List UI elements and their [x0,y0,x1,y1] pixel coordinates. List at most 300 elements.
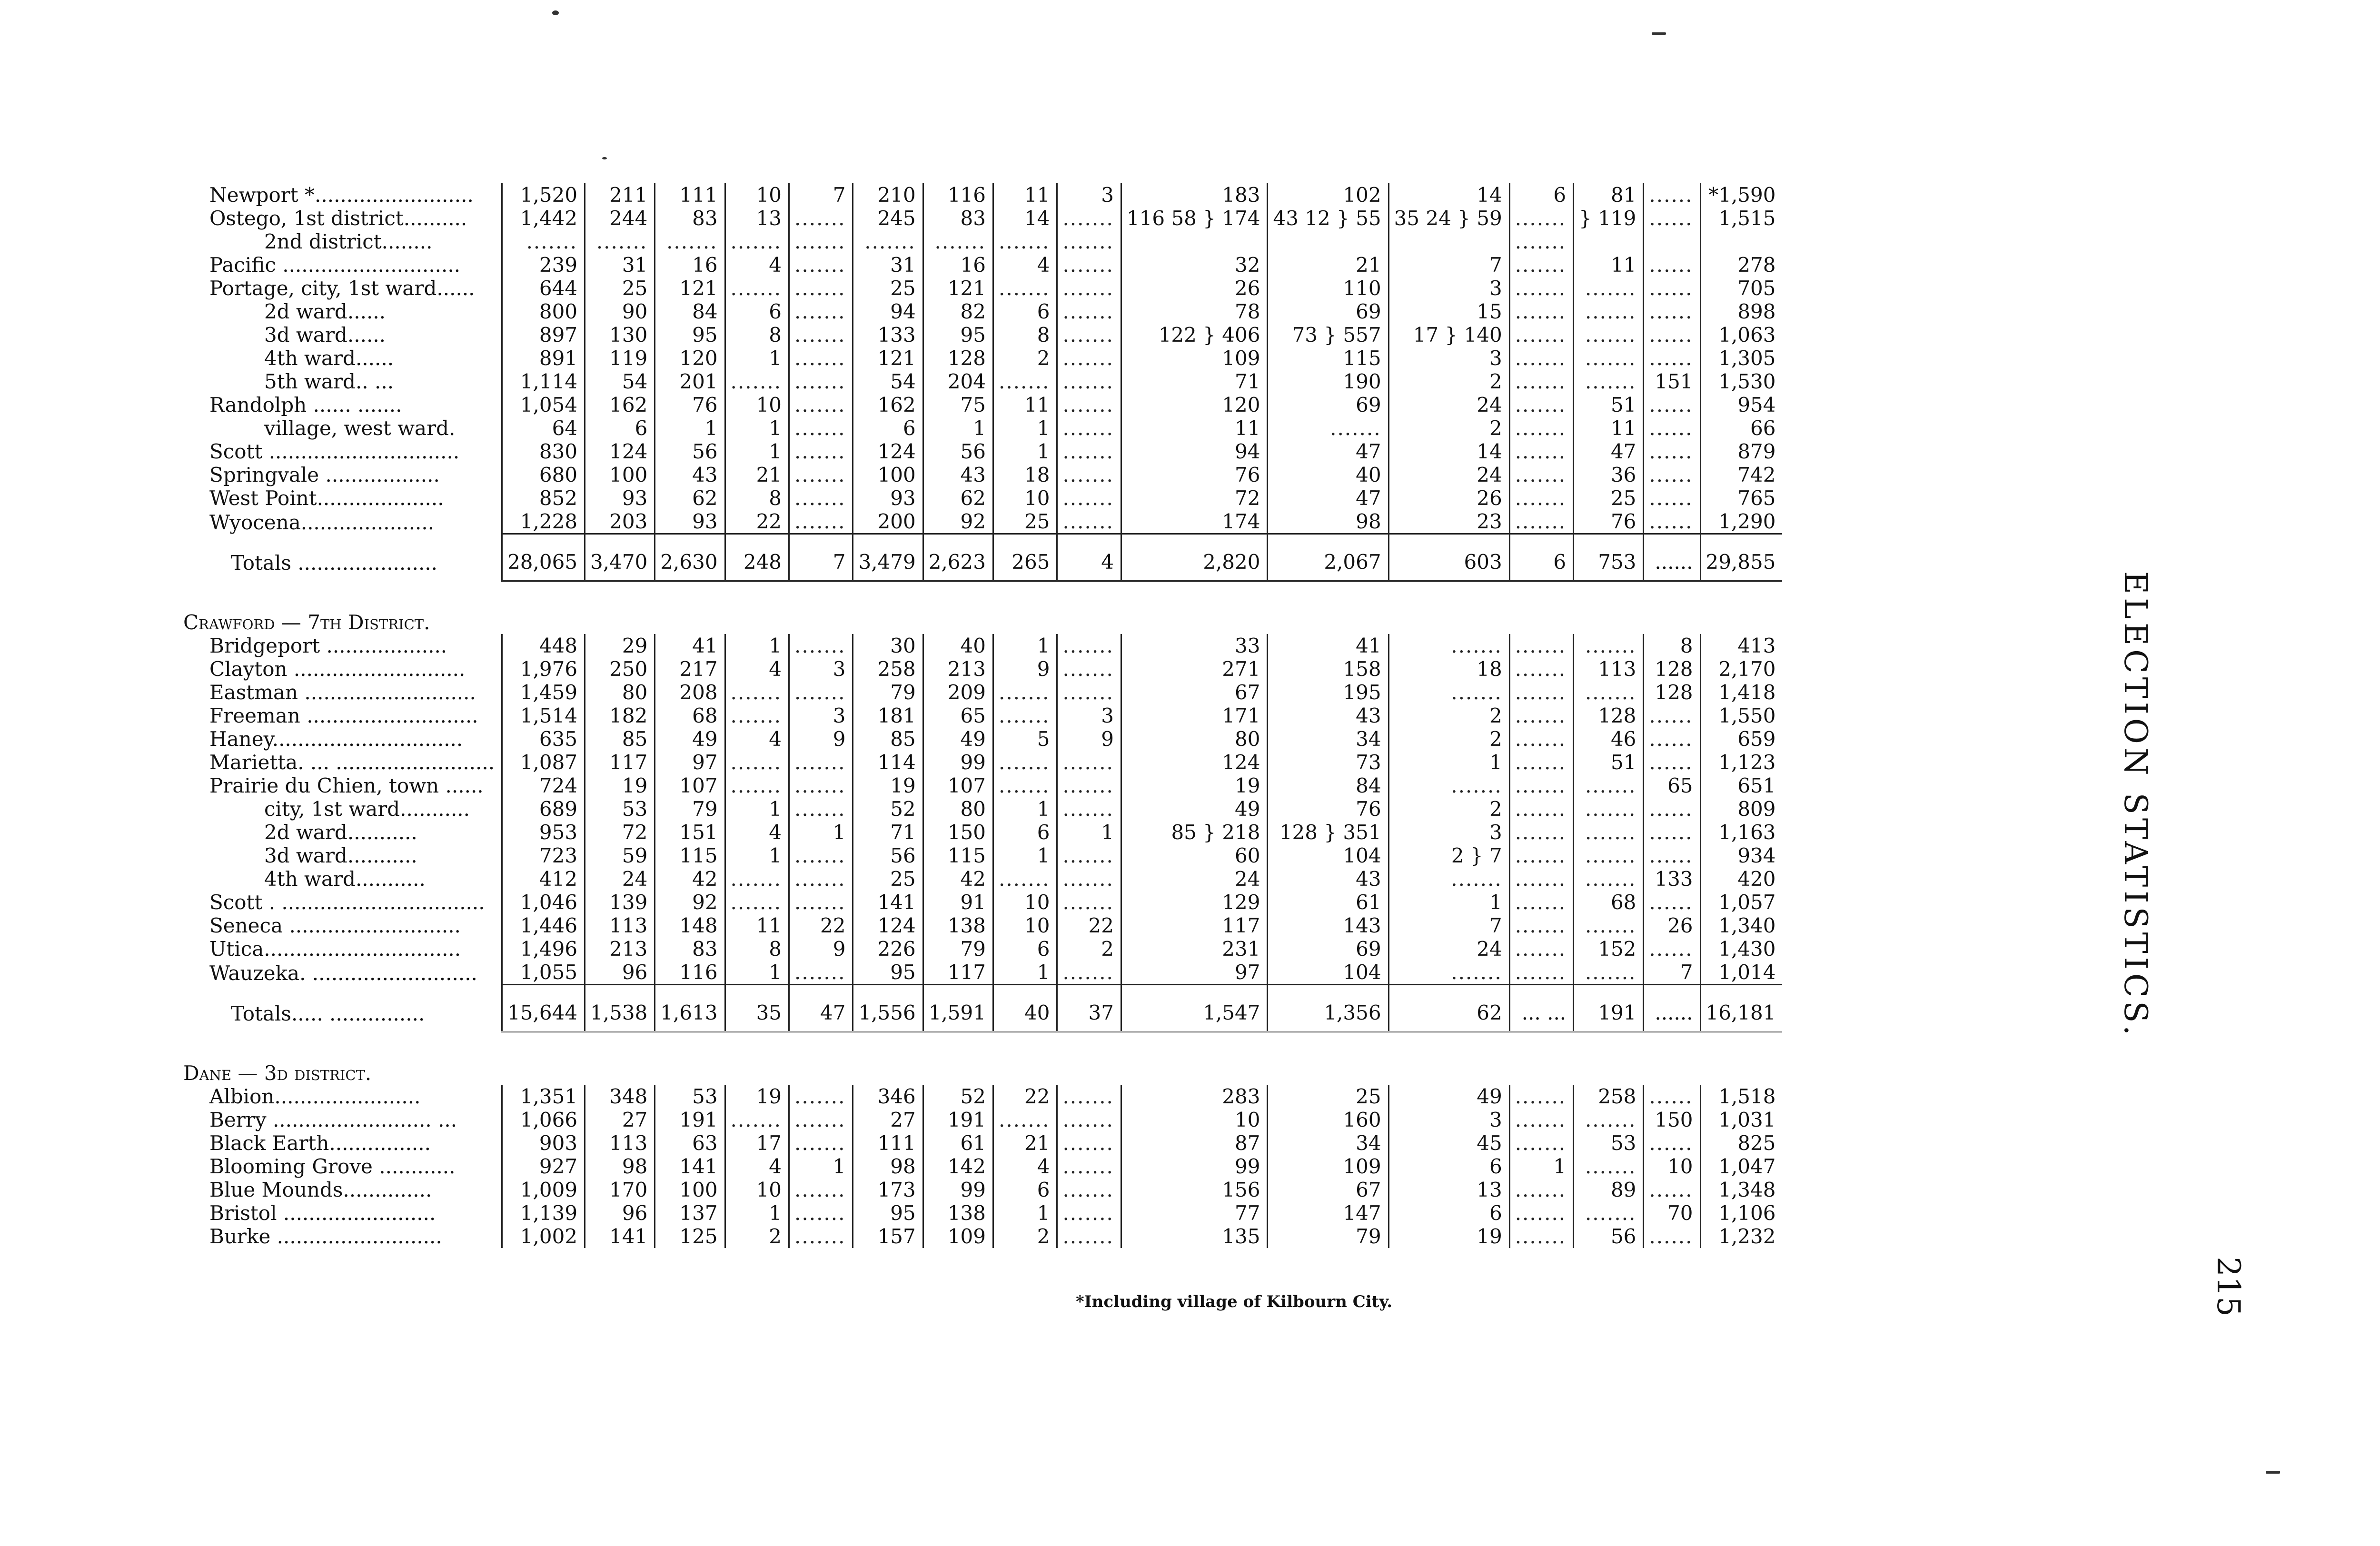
vote-count-cell: 83 [655,207,725,230]
vote-count-cell: ....... [585,230,655,253]
totals-cell: 6 [1509,534,1573,581]
vote-count-cell: 25 [993,510,1057,534]
vote-count-cell: ....... [1057,440,1121,463]
vote-count-cell: ....... [789,961,853,985]
vote-count-cell: 142 [923,1155,993,1178]
vote-count-cell: ....... [1057,774,1121,797]
table-row [183,300,1782,323]
vote-count-cell: 121 [923,277,993,300]
vote-count-cell: 19 [1388,1225,1509,1248]
vote-count-cell: 244 [585,207,655,230]
vote-count-cell: 113 [585,1131,655,1155]
vote-count-cell: 11 [1574,416,1644,440]
town-name: Albion....................... [209,1085,421,1108]
vote-count-cell: 120 [655,347,725,370]
table-row [183,230,1782,253]
town-name: Clayton ........................... [209,657,466,681]
vote-count-cell: ....... [1057,393,1121,416]
vote-count-cell: 3 [789,704,853,727]
vote-count-cell: ....... [1057,1131,1121,1155]
vote-count-cell: 29 [585,634,655,657]
vote-count-cell: ....... [1057,510,1121,534]
vote-count-cell: 25 [853,867,923,891]
vote-count-cell: 27 [853,1108,923,1131]
table-row [183,867,1782,891]
vote-count-cell: 897 [502,323,585,347]
vote-count-cell: 158 [1268,657,1388,681]
vote-count-cell: 162 [853,393,923,416]
town-name: Blooming Grove ............ [209,1155,456,1178]
vote-count-cell: 93 [853,486,923,510]
vote-count-cell: 9 [789,937,853,961]
table-body [183,183,1782,1248]
vote-count-cell: 1 [725,416,789,440]
table-row [183,1155,1782,1178]
vote-count-cell: 84 [1268,774,1388,797]
section-heading: Dane — 3d district. [183,1061,372,1085]
totals-cell: 753 [1574,534,1644,581]
vote-count-cell: 11 [1574,253,1644,277]
vote-count-cell: 420 [1700,867,1782,891]
vote-count-cell: 10 [725,1178,789,1201]
vote-count-cell: ....... [1057,253,1121,277]
table-row [183,914,1782,937]
vote-count-cell: ....... [1574,1108,1644,1131]
vote-count-cell: 226 [853,937,923,961]
vote-count-cell: ...... [1644,416,1700,440]
vote-count-cell: ....... [1574,323,1644,347]
vote-count-cell: 14 [1388,440,1509,463]
vote-count-cell: 47 [1268,440,1388,463]
vote-count-cell: 3 [1057,183,1121,207]
vote-count-cell: 210 [853,183,923,207]
vote-count-cell: 133 [1644,867,1700,891]
vote-count-cell: ....... [1509,681,1573,704]
vote-count-cell: 1,046 [502,891,585,914]
vote-count-cell: 156 [1121,1178,1268,1201]
vote-count-cell: ....... [1574,797,1644,821]
vote-count-cell: 95 [923,323,993,347]
town-name: village, west ward. [264,416,456,440]
vote-count-cell: ....... [1574,681,1644,704]
vote-count-cell: 239 [502,253,585,277]
vote-count-cell: 9 [789,727,853,751]
vote-count-cell: ....... [1509,704,1573,727]
vote-count-cell: 191 [923,1108,993,1131]
vote-count-cell: ...... [1644,183,1700,207]
vote-count-cell [1268,230,1388,253]
vote-count-cell: ....... [1057,797,1121,821]
table-row [183,416,1782,440]
table-row [183,681,1782,704]
vote-count-cell: 3 [1388,347,1509,370]
vote-count-cell: 17 [725,1131,789,1155]
vote-count-cell: 46 [1574,727,1644,751]
table-row [183,1085,1782,1108]
vote-count-cell: ....... [789,347,853,370]
vote-count-cell: ....... [1509,347,1573,370]
vote-count-cell: 271 [1121,657,1268,681]
vote-count-cell: 124 [853,914,923,937]
vote-count-cell: 67 [1268,1178,1388,1201]
vote-count-cell: 8 [1644,634,1700,657]
vote-count-cell: 54 [585,370,655,393]
vote-count-cell: ....... [1057,1201,1121,1225]
vote-count-cell: 31 [585,253,655,277]
vote-count-cell: ....... [1509,891,1573,914]
table-row [183,704,1782,727]
vote-count-cell: 71 [1121,370,1268,393]
vote-count-cell: 2,170 [1700,657,1782,681]
vote-count-cell: 250 [585,657,655,681]
vote-count-cell: 6 [993,821,1057,844]
vote-count-cell: 94 [1121,440,1268,463]
vote-count-cell: 109 [1121,347,1268,370]
table-row [183,486,1782,510]
vote-count-cell: 51 [1574,751,1644,774]
vote-count-cell: ....... [1509,277,1573,300]
vote-count-cell: ....... [1509,657,1573,681]
vote-count-cell: 93 [655,510,725,534]
vote-count-cell: 1,305 [1700,347,1782,370]
vote-count-cell: ....... [1509,914,1573,937]
vote-count-cell: 1,496 [502,937,585,961]
vote-count-cell: 129 [1121,891,1268,914]
vote-count-cell: 22 [1057,914,1121,937]
vote-count-cell: ....... [1057,416,1121,440]
vote-count-cell: ...... [1644,510,1700,534]
vote-count-cell: 43 [655,463,725,486]
section-heading-row [183,581,1782,634]
totals-cell: 35 [725,985,789,1032]
vote-count-cell: ....... [1057,681,1121,704]
vote-count-cell: 1,228 [502,510,585,534]
vote-count-cell: ....... [725,704,789,727]
vote-count-cell: 128 [923,347,993,370]
vote-count-cell: ....... [789,1108,853,1131]
section-heading-row [183,1032,1782,1085]
vote-count-cell: ....... [1574,961,1644,985]
vote-count-cell: 104 [1268,961,1388,985]
vote-count-cell: 5 [993,727,1057,751]
totals-cell: ...... [1644,534,1700,581]
vote-count-cell: 51 [1574,393,1644,416]
scan-speck [1652,32,1666,35]
vote-count-cell: 3 [1388,1108,1509,1131]
vote-count-cell: 128 [1574,704,1644,727]
vote-count-cell: 10 [725,393,789,416]
vote-count-cell: 62 [655,486,725,510]
totals-cell: 1,538 [585,985,655,1032]
vote-count-cell: 62 [923,486,993,510]
vote-count-cell: ....... [1509,867,1573,891]
vote-count-cell: 151 [1644,370,1700,393]
vote-count-cell: 659 [1700,727,1782,751]
vote-count-cell: 68 [655,704,725,727]
vote-count-cell: 107 [655,774,725,797]
vote-count-cell: 680 [502,463,585,486]
vote-count-cell: ....... [789,634,853,657]
vote-count-cell: ...... [1644,751,1700,774]
vote-count-cell: 348 [585,1085,655,1108]
vote-count-cell: 954 [1700,393,1782,416]
totals-cell: 3,470 [585,534,655,581]
vote-count-cell: 141 [585,1225,655,1248]
vote-count-cell: 1 [1388,751,1509,774]
vote-count-cell: 93 [585,486,655,510]
vote-count-cell: 10 [1644,1155,1700,1178]
vote-count-cell: 1 [993,440,1057,463]
vote-count-cell: 7 [1644,961,1700,985]
vote-count-cell: ....... [789,510,853,534]
vote-count-cell: 1 [789,1155,853,1178]
vote-count-cell: 34 [1268,727,1388,751]
totals-row [183,534,1782,581]
vote-count-cell: ....... [1509,727,1573,751]
vote-count-cell: 1,290 [1700,510,1782,534]
vote-count-cell: 19 [725,1085,789,1108]
vote-count-cell: 1 [993,961,1057,985]
totals-cell: 62 [1388,985,1509,1032]
vote-count-cell: 71 [853,821,923,844]
vote-count-cell: 1,014 [1700,961,1782,985]
totals-cell: 4 [1057,534,1121,581]
vote-count-cell: 724 [502,774,585,797]
vote-count-cell [1388,230,1509,253]
town-name: West Point.................... [209,486,444,510]
vote-count-cell: 116 58 } 174 [1121,207,1268,230]
vote-count-cell: 116 [923,183,993,207]
vote-count-cell: ....... [789,681,853,704]
vote-count-cell: 705 [1700,277,1782,300]
table-row [183,347,1782,370]
town-name: 4th ward...... [264,347,394,370]
vote-count-cell: 98 [1268,510,1388,534]
totals-cell: 3,479 [853,534,923,581]
town-name: 5th ward.. ... [264,370,394,393]
vote-count-cell: ...... [1644,253,1700,277]
vote-count-cell: 191 [655,1108,725,1131]
vote-count-cell: ....... [1057,751,1121,774]
vote-count-cell: ....... [789,891,853,914]
vote-count-cell: *1,590 [1700,183,1782,207]
vote-count-cell: 644 [502,277,585,300]
vote-count-cell: 1,550 [1700,704,1782,727]
town-name: Blue Mounds.............. [209,1178,432,1201]
vote-count-cell: 181 [853,704,923,727]
vote-count-cell: 139 [585,891,655,914]
vote-count-cell: 17 } 140 [1388,323,1509,347]
vote-count-cell: 1 [993,797,1057,821]
town-name: Newport *......................... [209,183,474,207]
totals-cell: 2,067 [1268,534,1388,581]
vote-count-cell: 21 [725,463,789,486]
vote-count-cell: 6 [1509,183,1573,207]
vote-count-cell: ....... [502,230,585,253]
vote-count-cell: 4 [993,253,1057,277]
vote-count-cell: 174 [1121,510,1268,534]
vote-count-cell: 22 [993,1085,1057,1108]
vote-count-cell: 115 [923,844,993,867]
vote-count-cell: 141 [655,1155,725,1178]
vote-count-cell: 138 [923,1201,993,1225]
town-name: Wauzeka. .......................... [209,961,477,985]
vote-count-cell: 36 [1574,463,1644,486]
vote-count-cell: ....... [725,891,789,914]
vote-count-cell: 213 [585,937,655,961]
vote-count-cell: 9 [1057,727,1121,751]
town-name: Bridgeport ................... [209,634,447,657]
vote-count-cell: 22 [789,914,853,937]
vote-count-cell: 1 [725,440,789,463]
vote-count-cell: 56 [655,440,725,463]
table-row [183,1225,1782,1248]
vote-count-cell: ....... [1509,253,1573,277]
vote-count-cell: ....... [1057,486,1121,510]
vote-count-cell: 213 [923,657,993,681]
vote-count-cell: 128 } 351 [1268,821,1388,844]
vote-count-cell: 953 [502,821,585,844]
vote-count-cell: 209 [923,681,993,704]
vote-count-cell: 80 [923,797,993,821]
table-row [183,207,1782,230]
vote-count-cell: 231 [1121,937,1268,961]
vote-count-cell: 85 [853,727,923,751]
vote-count-cell: ....... [1057,463,1121,486]
vote-count-cell: 83 [923,207,993,230]
vote-count-cell: 1,139 [502,1201,585,1225]
vote-count-cell: ...... [1644,937,1700,961]
vote-count-cell: 41 [655,634,725,657]
vote-count-cell: ...... [1644,891,1700,914]
vote-count-cell: 201 [655,370,725,393]
vote-count-cell: ....... [1509,1131,1573,1155]
vote-count-cell: 56 [1574,1225,1644,1248]
vote-count-cell: ....... [1509,486,1573,510]
vote-count-cell: 195 [1268,681,1388,704]
vote-count-cell: 283 [1121,1085,1268,1108]
vote-count-cell: 95 [853,1201,923,1225]
vote-count-cell: 91 [923,891,993,914]
vote-count-cell: 1 [923,416,993,440]
vote-count-cell: 903 [502,1131,585,1155]
vote-count-cell: 1 [993,416,1057,440]
vote-count-cell: 1,009 [502,1178,585,1201]
vote-count-cell: 1,430 [1700,937,1782,961]
vote-count-cell: 102 [1268,183,1388,207]
vote-count-cell: ....... [1388,961,1509,985]
totals-label: Totals..... ............... [231,1001,425,1025]
vote-count-cell: 90 [585,300,655,323]
vote-count-cell: ...... [1644,727,1700,751]
totals-cell: 40 [993,985,1057,1032]
vote-count-cell: 96 [585,1201,655,1225]
table-row [183,393,1782,416]
vote-count-cell: 16 [923,253,993,277]
vote-count-cell: 114 [853,751,923,774]
vote-count-cell: ....... [1057,1085,1121,1108]
vote-count-cell: ....... [789,774,853,797]
vote-count-cell: 76 [1121,463,1268,486]
vote-count-cell: ....... [789,463,853,486]
vote-count-cell: ....... [1509,961,1573,985]
vote-count-cell: 133 [853,323,923,347]
vote-count-cell: ....... [1509,370,1573,393]
town-name: 2d ward........... [264,821,417,844]
vote-count-cell: 67 [1121,681,1268,704]
vote-count-cell: 8 [993,323,1057,347]
vote-count-cell: 110 [1268,277,1388,300]
vote-count-cell: 3 [1388,821,1509,844]
vote-count-cell: 53 [655,1085,725,1108]
vote-count-cell: 2 [1057,937,1121,961]
vote-count-cell: 7 [1388,253,1509,277]
vote-count-cell: 4 [725,821,789,844]
town-name: Haney.............................. [209,727,463,751]
vote-count-cell: 4 [725,253,789,277]
vote-count-cell: ...... [1644,300,1700,323]
vote-count-cell: 6 [993,1178,1057,1201]
vote-count-cell: 24 [1388,937,1509,961]
vote-count-cell: 52 [853,797,923,821]
vote-count-cell: 10 [725,183,789,207]
vote-count-cell: 1,106 [1700,1201,1782,1225]
vote-count-cell: 1,087 [502,751,585,774]
vote-count-cell: 100 [655,1178,725,1201]
vote-count-cell: 92 [923,510,993,534]
vote-count-cell: 148 [655,914,725,937]
vote-count-cell: ....... [1057,844,1121,867]
vote-count-cell: 3 [1388,277,1509,300]
vote-count-cell [1644,230,1700,253]
vote-count-cell: 413 [1700,634,1782,657]
vote-count-cell: 1,518 [1700,1085,1782,1108]
vote-count-cell: 6 [993,300,1057,323]
vote-count-cell: 99 [1121,1155,1268,1178]
town-name: Scott .............................. [209,440,460,463]
vote-count-cell [1574,230,1644,253]
vote-count-cell: 1 [725,844,789,867]
scan-speck [602,157,607,159]
vote-count-cell: 21 [993,1131,1057,1155]
vote-count-cell: ....... [1057,1178,1121,1201]
vote-count-cell: ....... [1057,300,1121,323]
town-name: Eastman ........................... [209,681,476,704]
vote-count-cell: 138 [923,914,993,937]
vote-count-cell: 69 [1268,300,1388,323]
vote-count-cell: 1 [993,1201,1057,1225]
table-row [183,891,1782,914]
vote-count-cell: ....... [725,370,789,393]
vote-count-cell: 1,351 [502,1085,585,1108]
table-row [183,961,1782,985]
vote-count-cell: ....... [725,751,789,774]
vote-count-cell: ....... [789,844,853,867]
vote-count-cell: ....... [1574,1155,1644,1178]
vote-count-cell: 64 [502,416,585,440]
vote-count-cell: 40 [1268,463,1388,486]
table-row [183,774,1782,797]
vote-count-cell: ....... [789,486,853,510]
vote-count-cell: ....... [1509,393,1573,416]
vote-count-cell: ...... [1644,844,1700,867]
town-name: Berry ......................... ... [209,1108,457,1131]
vote-count-cell: 11 [993,183,1057,207]
vote-count-cell: ....... [1057,323,1121,347]
vote-count-cell: 258 [1574,1085,1644,1108]
vote-count-cell: 19 [1121,774,1268,797]
vote-count-cell: 100 [585,463,655,486]
